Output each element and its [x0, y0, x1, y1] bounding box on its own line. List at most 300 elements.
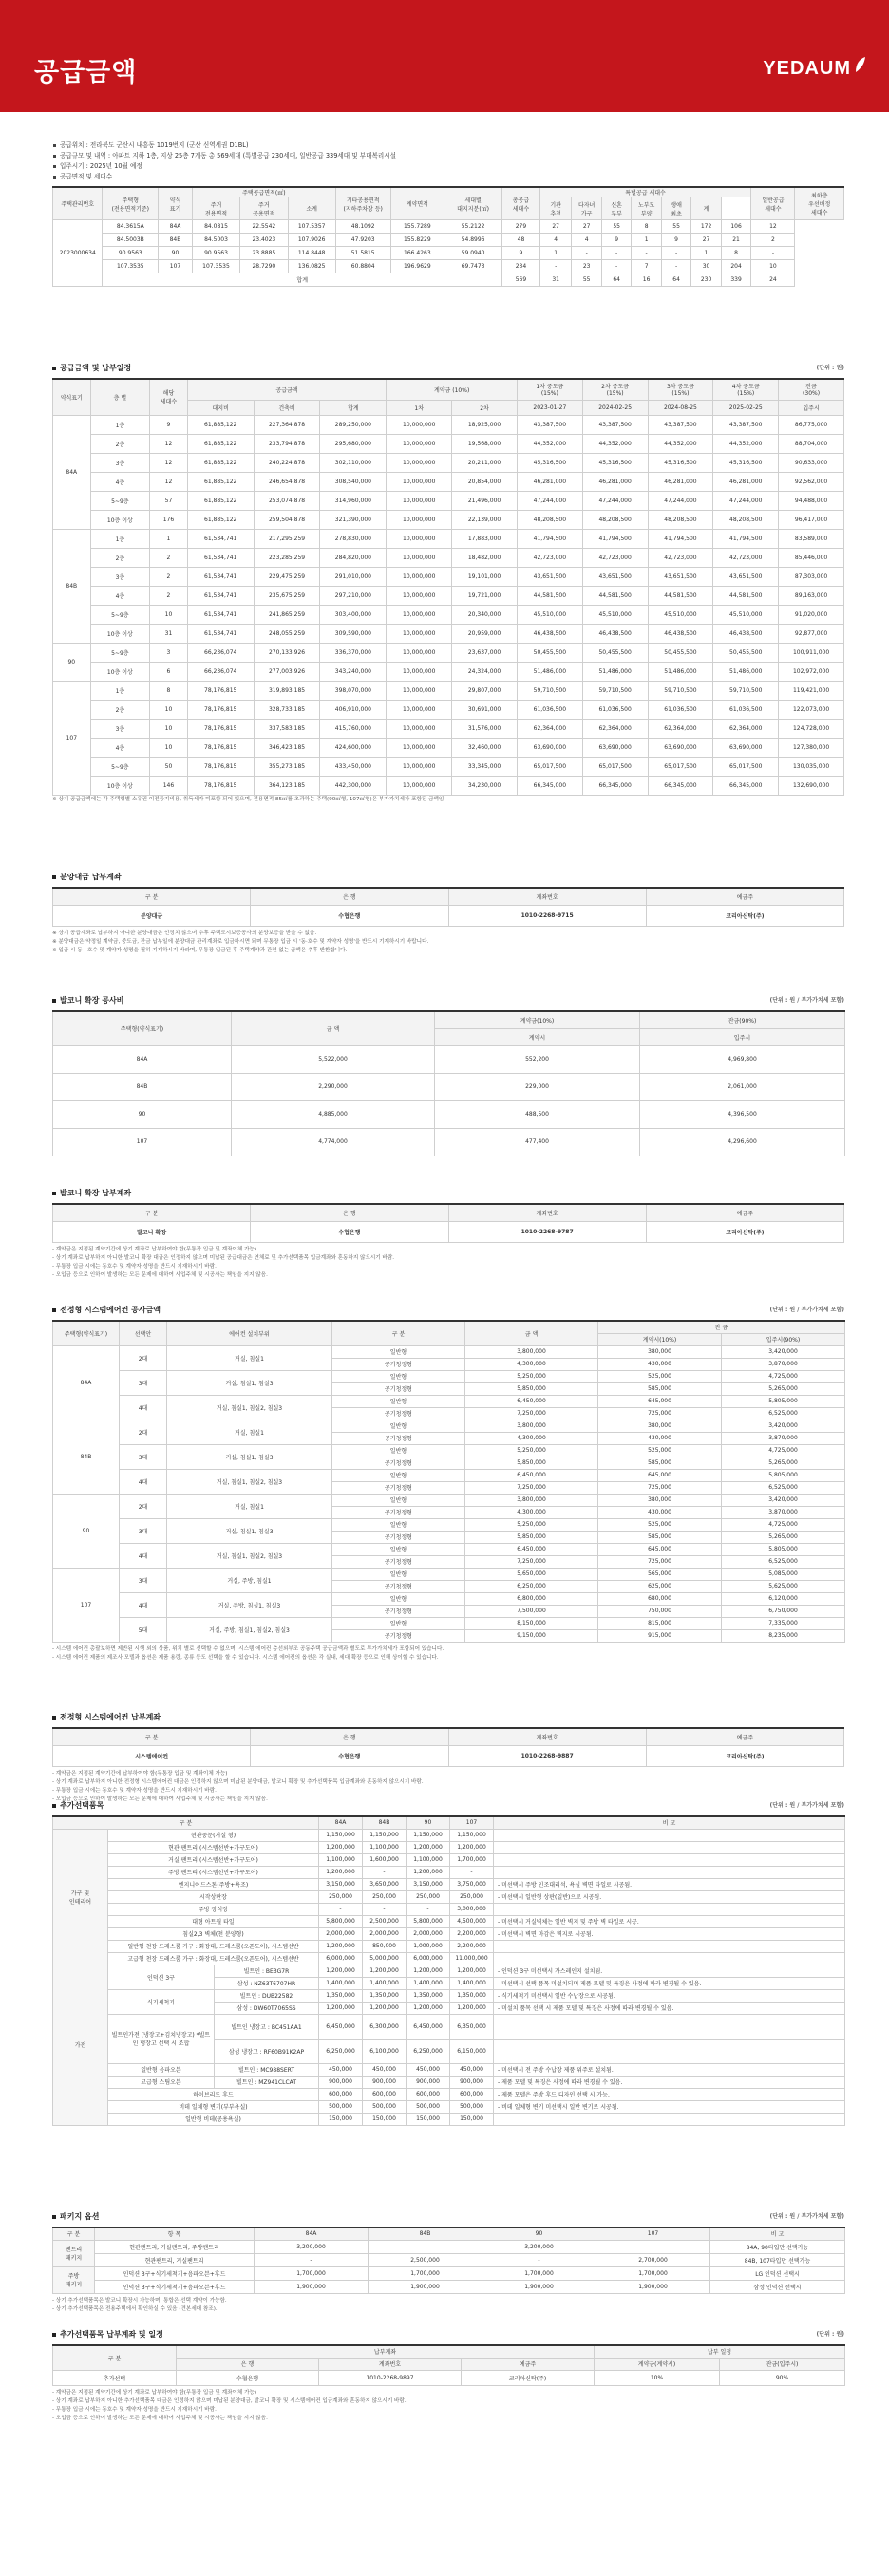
table-cell: 4,885,000: [232, 1100, 435, 1128]
table-cell: 346,423,185: [254, 738, 320, 757]
table-cell: -: [751, 247, 795, 260]
table-cell: 84A: [53, 1345, 120, 1420]
table-cell: [494, 1853, 845, 1866]
table-cell: 19,101,000: [452, 567, 518, 586]
table-cell: 4층: [90, 472, 150, 491]
table-cell: 1,200,000: [450, 1965, 494, 1977]
table-cell: 33,345,000: [452, 757, 518, 776]
table-cell: 빌트인 냉장고 : BC451AA1: [215, 2014, 319, 2039]
table-cell: 45,510,000: [582, 605, 648, 624]
table-cell: 팬트리 패키지: [53, 2240, 95, 2266]
table-cell: 가구 및 인테리어: [53, 1829, 108, 1965]
table-cell: 9: [150, 415, 188, 434]
table-cell: 500,000: [363, 2100, 407, 2113]
table-cell: 분양대금: [53, 905, 251, 926]
table-cell: 7,500,000: [465, 1605, 598, 1617]
table-cell: 29,807,000: [452, 681, 518, 700]
table-cell: 380,000: [598, 1420, 722, 1432]
table-cell: 6: [150, 662, 188, 681]
table-cell: 90: [482, 2228, 596, 2240]
table-cell: 1,150,000: [319, 1829, 363, 1841]
section-heading: 추가선택품목 납부계좌 및 일정 (단위 : 원): [52, 2329, 844, 2341]
table-cell: 10,000,000: [387, 757, 452, 776]
table-cell: 55: [661, 220, 690, 234]
table-cell: 8: [150, 681, 188, 700]
table-cell: 84.5003: [192, 234, 239, 247]
table-cell: 10,000,000: [387, 776, 452, 795]
table-cell: 46,438,500: [713, 624, 779, 643]
table-cell: 구 분: [53, 1816, 319, 1829]
table-cell: 321,390,000: [320, 510, 387, 529]
table-cell: 87,303,000: [779, 567, 844, 586]
table-cell: 침실2,3 벽체(천 분양형): [108, 1927, 319, 1940]
table-cell: 66,345,000: [713, 776, 779, 795]
table-cell: 314,960,000: [320, 491, 387, 510]
table-cell: 450,000: [363, 2063, 407, 2076]
table-cell: 20,959,000: [452, 624, 518, 643]
table-cell: 50,455,500: [713, 643, 779, 662]
table-cell: 20,340,000: [452, 605, 518, 624]
unit-label: (단위 : 원 / 부가가치세 포함): [769, 997, 844, 1004]
table-cell: 31: [539, 273, 572, 287]
section-heading: 추가선택품목 (단위 : 원 / 부가가치세 포함): [52, 1800, 844, 1812]
table-cell: 계약시: [435, 1028, 640, 1045]
table-cell: 공기청정형: [332, 1481, 465, 1494]
unit-label: (단위 : 원): [816, 365, 844, 371]
option-account-table: [52, 2344, 845, 2386]
table-cell: 10,000,000: [387, 719, 452, 738]
table-cell: 44,581,500: [517, 586, 582, 605]
table-cell: 241,865,259: [254, 605, 320, 624]
table-cell: 48.1092: [335, 220, 390, 234]
table-cell: 1,100,000: [319, 1853, 363, 1866]
table-cell: 21,496,000: [452, 491, 518, 510]
price-row: [53, 529, 844, 548]
table-cell: 43,651,500: [517, 567, 582, 586]
table-cell: 3대: [120, 1444, 167, 1469]
table-cell: 90.9563: [192, 247, 239, 260]
table-cell: 124,728,000: [779, 719, 844, 738]
table-cell: 2: [751, 234, 795, 247]
table-cell: 6,120,000: [722, 1592, 845, 1605]
table-cell: 현관팬트리, 거실팬트리: [95, 2253, 255, 2266]
table-cell: 9: [601, 234, 631, 247]
table-cell: 예금주: [646, 1728, 843, 1745]
unit-label: (단위 : 원 / 부가가치세 포함): [769, 2213, 844, 2220]
table-cell: 750,000: [598, 1605, 722, 1617]
table-cell: 66,345,000: [517, 776, 582, 795]
table-cell: 4,725,000: [722, 1518, 845, 1531]
table-cell: 45,316,500: [517, 453, 582, 472]
table-cell: 3대: [120, 1518, 167, 1543]
option-account-section: [52, 2329, 844, 2423]
table-cell: 구 분: [53, 888, 251, 905]
table-cell: 6,150,000: [450, 2039, 494, 2063]
table-cell: 1,150,000: [450, 1829, 494, 1841]
table-cell: 10,000,000: [387, 415, 452, 434]
table-cell: 51,486,000: [648, 662, 713, 681]
table-cell: 90: [407, 1816, 450, 1829]
table-cell: 46,281,000: [713, 472, 779, 491]
table-cell: 229,000: [435, 1073, 640, 1100]
table-cell: 89,163,000: [779, 586, 844, 605]
price-row: [53, 776, 844, 795]
table-cell: 233,794,878: [254, 434, 320, 453]
table-cell: 41,794,500: [648, 529, 713, 548]
table-cell: 1,200,000: [407, 1965, 450, 1977]
table-cell: 현관 팬트리 (시스템선반+가구도어): [108, 1841, 319, 1853]
table-cell: 380,000: [598, 1494, 722, 1506]
table-cell: 3,420,000: [722, 1345, 845, 1358]
table-cell: 84B: [53, 529, 91, 643]
table-cell: 23: [572, 260, 601, 273]
table-cell: 132,690,000: [779, 776, 844, 795]
table-cell: 코리아신탁(주): [646, 905, 843, 926]
table-cell: 61,036,500: [582, 700, 648, 719]
table-cell: 1010-2268-9787: [448, 1221, 646, 1242]
table-cell: -: [572, 247, 601, 260]
table-cell: 59,710,500: [713, 681, 779, 700]
table-cell: 4: [539, 234, 572, 247]
table-cell: 1,900,000: [482, 2280, 596, 2293]
table-cell: 343,240,000: [320, 662, 387, 681]
table-cell: 2차 중도금 (15%): [582, 379, 648, 400]
price-schedule-section: [52, 363, 844, 804]
table-cell: 4대: [120, 1395, 167, 1420]
table-cell: 계: [691, 197, 721, 220]
table-cell: 4,725,000: [722, 1444, 845, 1457]
overview-bullet: 입주시기 : 2025년 10월 예정: [52, 161, 844, 172]
table-cell: 삼성 냉장고 : RF60B91K2AP: [215, 2039, 319, 2063]
table-cell: 585,000: [598, 1457, 722, 1469]
table-cell: 7,335,000: [722, 1617, 845, 1629]
table-cell: - 인덕션 3구 미선택시 가스레인지 설치됨.: [494, 1965, 845, 1977]
table-cell: 22,139,000: [452, 510, 518, 529]
table-cell: 204: [721, 260, 751, 273]
table-cell: 5~9층: [90, 491, 150, 510]
table-cell: 48,208,500: [713, 510, 779, 529]
table-cell: [494, 2014, 845, 2039]
table-cell: 10,000,000: [387, 643, 452, 662]
table-cell: 거실, 침실1: [167, 1420, 332, 1444]
table-cell: 150,000: [450, 2113, 494, 2125]
table-cell: 1: [539, 247, 572, 260]
table-cell: 1,100,000: [407, 1853, 450, 1866]
table-cell: 63,690,000: [582, 738, 648, 757]
table-cell: 소계: [288, 197, 335, 220]
table-cell: 43,651,500: [582, 567, 648, 586]
price-row: [53, 415, 844, 434]
table-cell: 84B: [369, 2228, 482, 2240]
table-cell: 4,296,600: [640, 1128, 845, 1156]
note-line: - 무통장 입금 시에는 동호수 및 계약자 성명을 반드시 기재하시기 바람.: [52, 2406, 217, 2413]
table-cell: 2층: [90, 700, 150, 719]
table-cell: 빌트인 : MC988SERT: [215, 2063, 319, 2076]
table-cell: 23.8885: [240, 247, 288, 260]
table-cell: 339: [721, 273, 751, 287]
table-cell: 일반형 비데(공용욕실): [108, 2113, 319, 2125]
table-cell: 2대: [120, 1345, 167, 1370]
table-cell: 42,723,000: [517, 548, 582, 567]
table-cell: 일반형 음파오븐: [108, 2063, 215, 2076]
table-cell: 51,486,000: [713, 662, 779, 681]
table-cell: 136.0825: [288, 260, 335, 273]
table-cell: 공기청정형: [332, 1531, 465, 1543]
table-cell: 645,000: [598, 1469, 722, 1481]
table-cell: 생애 최초: [661, 197, 690, 220]
table-cell: 10,000,000: [387, 453, 452, 472]
table-cell: 6,525,000: [722, 1407, 845, 1420]
table-cell: 일반형: [332, 1543, 465, 1555]
table-cell: LG 인덕션 선택시: [710, 2266, 845, 2280]
table-cell: 1,200,000: [319, 2002, 363, 2014]
table-cell: 코리아신탁(주): [646, 1221, 843, 1242]
table-cell: 계약금(10%): [435, 1011, 640, 1028]
table-cell: 공기청정형: [332, 1457, 465, 1469]
table-cell: 구 분: [332, 1321, 465, 1345]
table-cell: 일반형: [332, 1592, 465, 1605]
table-cell: 3,420,000: [722, 1494, 845, 1506]
table-cell: 10,000,000: [387, 624, 452, 643]
table-cell: 5~9층: [90, 643, 150, 662]
table-cell: 166.4263: [390, 247, 444, 260]
table-cell: 예금주: [646, 1204, 843, 1221]
table-cell: 84.3615A: [103, 220, 159, 234]
table-cell: 1,200,000: [319, 1841, 363, 1853]
table-cell: -: [255, 2253, 369, 2266]
table-cell: 5,850,000: [465, 1382, 598, 1395]
table-cell: 1층: [90, 529, 150, 548]
table-cell: 7,250,000: [465, 1407, 598, 1420]
table-cell: 2: [150, 548, 188, 567]
table-cell: 현관중문(거실 형): [108, 1829, 319, 1841]
table-cell: 일반형: [332, 1345, 465, 1358]
table-cell: 5,250,000: [465, 1370, 598, 1382]
page-header: [0, 0, 889, 112]
table-cell: 107: [53, 1568, 120, 1642]
table-cell: 10,000,000: [387, 491, 452, 510]
table-cell: 55: [601, 220, 631, 234]
table-cell: 84A: [255, 2228, 369, 2240]
table-cell: -: [407, 1903, 450, 1915]
price-row: [53, 662, 844, 681]
table-cell: 주택관리번호: [53, 187, 103, 220]
table-cell: 398,070,000: [320, 681, 387, 700]
table-cell: 약식 표기: [159, 187, 193, 220]
table-cell: 1,200,000: [363, 2002, 407, 2014]
table-cell: 78,176,815: [187, 738, 254, 757]
table-cell: 55: [572, 273, 601, 287]
table-cell: 430,000: [598, 1358, 722, 1370]
table-cell: 47,244,000: [517, 491, 582, 510]
table-cell: [494, 1866, 845, 1878]
table-cell: 20,854,000: [452, 472, 518, 491]
table-cell: 92,562,000: [779, 472, 844, 491]
table-cell: 146: [150, 776, 188, 795]
table-cell: 1010-2268-9897: [319, 2370, 462, 2385]
table-cell: 45,510,000: [517, 605, 582, 624]
table-cell: 61,885,122: [187, 510, 254, 529]
table-cell: 3대: [120, 1568, 167, 1592]
table-cell: 계좌번호: [448, 888, 646, 905]
table-cell: 102,972,000: [779, 662, 844, 681]
sale-account-section: [52, 872, 844, 955]
table-cell: 250,000: [407, 1890, 450, 1903]
table-cell: 공기청정형: [332, 1382, 465, 1395]
table-cell: 6,250,000: [319, 2039, 363, 2063]
table-cell: - 미선택시 전 주방 수납장 제품 위주로 설치됨.: [494, 2063, 845, 2076]
area-table: [52, 186, 844, 287]
table-cell: 주거 공용면적: [240, 197, 288, 220]
table-cell: 코리아신탁(주): [646, 1745, 843, 1766]
table-cell: 5,522,000: [232, 1045, 435, 1073]
table-cell: 8: [721, 247, 751, 260]
table-cell: 54.8996: [444, 234, 502, 247]
section-heading: 전정형 시스템에어컨 납부계좌: [52, 1712, 844, 1723]
table-cell: 48,208,500: [648, 510, 713, 529]
table-cell: 31: [150, 624, 188, 643]
table-cell: 1,000,000: [407, 1940, 450, 1952]
table-cell: 246,654,878: [254, 472, 320, 491]
table-cell: 600,000: [407, 2088, 450, 2100]
table-cell: 1,200,000: [319, 1866, 363, 1878]
table-cell: 46,438,500: [648, 624, 713, 643]
table-cell: 107: [53, 681, 91, 795]
table-cell: 20,211,000: [452, 453, 518, 472]
table-cell: 600,000: [363, 2088, 407, 2100]
table-cell: 5,625,000: [722, 1580, 845, 1592]
table-cell: 915,000: [598, 1629, 722, 1642]
table-cell: 건축비: [254, 400, 320, 415]
table-cell: 1,200,000: [407, 1866, 450, 1878]
table-cell: 380,000: [598, 1345, 722, 1358]
table-cell: 4,500,000: [450, 1915, 494, 1927]
table-cell: 1,900,000: [596, 2280, 710, 2293]
note-line: - 오입금 등으로 인하여 발생하는 모든 문제에 대하여 사업주체 및 시공사는 책임을 지지 않음.: [52, 1271, 268, 1278]
table-cell: 공기청정형: [332, 1605, 465, 1617]
section-heading: 발코니 확장 납부계좌: [52, 1188, 844, 1199]
table-cell: 5대: [120, 1617, 167, 1642]
table-cell: 10,000,000: [387, 681, 452, 700]
table-cell: -: [596, 2240, 710, 2253]
price-row: [53, 738, 844, 757]
table-cell: 248,055,259: [254, 624, 320, 643]
table-cell: 3,150,000: [319, 1878, 363, 1890]
table-cell: - 미설치 품목 선택 시 제품 모델 및 특징은 사정에 따라 변경될 수 있음.: [494, 2002, 845, 2014]
table-cell: 270,133,926: [254, 643, 320, 662]
price-row: [53, 491, 844, 510]
table-cell: 172: [691, 220, 721, 234]
table-cell: 특별공급 세대수: [539, 187, 750, 197]
table-cell: 645,000: [598, 1543, 722, 1555]
table-cell: 319,893,185: [254, 681, 320, 700]
table-cell: 44,581,500: [648, 586, 713, 605]
table-cell: 층 별: [90, 379, 150, 415]
table-cell: 234: [502, 260, 540, 273]
table-cell: 337,583,185: [254, 719, 320, 738]
table-cell: 569: [502, 273, 540, 287]
table-cell: 3,200,000: [255, 2240, 369, 2253]
page-title: 공급금액: [34, 58, 138, 87]
table-cell: 500,000: [450, 2100, 494, 2113]
table-cell: 850,000: [363, 1940, 407, 1952]
table-cell: 1,700,000: [450, 1853, 494, 1866]
table-cell: 6,750,000: [722, 1605, 845, 1617]
table-cell: 일반형: [332, 1370, 465, 1382]
table-cell: 은 행: [251, 1204, 448, 1221]
price-row: [53, 624, 844, 643]
table-cell: 현관팬트리, 거실팬트리, 주방팬트리: [95, 2240, 255, 2253]
table-cell: 계약금(계약시): [595, 2358, 720, 2370]
table-cell: 552,200: [435, 1045, 640, 1073]
table-cell: 155.7289: [390, 220, 444, 234]
table-cell: 잔 금: [598, 1321, 845, 1333]
table-cell: 45,316,500: [648, 453, 713, 472]
table-cell: - 미선택시 선택 품목 미설치되며 제품 모델 및 특징은 사정에 따라 변경될 수 있음.: [494, 1977, 845, 1989]
table-cell: 10: [150, 700, 188, 719]
table-cell: [494, 1952, 845, 1965]
table-cell: 5,800,000: [319, 1915, 363, 1927]
table-cell: 291,010,000: [320, 567, 387, 586]
table-cell: 50,455,500: [517, 643, 582, 662]
table-cell: 42,723,000: [582, 548, 648, 567]
table-cell: 3: [150, 643, 188, 662]
table-cell: 69.7473: [444, 260, 502, 273]
table-cell: -: [369, 2240, 482, 2253]
table-cell: 6,800,000: [465, 1592, 598, 1605]
table-cell: 5,250,000: [465, 1444, 598, 1457]
table-cell: 10,000,000: [387, 700, 452, 719]
table-cell: 금 액: [232, 1011, 435, 1045]
note-line: - 상기 추가선택품목은 발코니 확장시 가능하며, 통합은 선택 계약이 가능함.: [52, 2297, 227, 2303]
table-cell: 900,000: [319, 2076, 363, 2088]
table-cell: 47,244,000: [582, 491, 648, 510]
table-cell: 284,820,000: [320, 548, 387, 567]
table-cell: [494, 2039, 845, 2063]
table-cell: 12: [150, 453, 188, 472]
table-cell: 합계: [320, 400, 387, 415]
table-cell: 5,850,000: [465, 1531, 598, 1543]
table-cell: 공급금액: [187, 379, 387, 400]
table-cell: 525,000: [598, 1518, 722, 1531]
table-cell: 50,455,500: [582, 643, 648, 662]
unit-label: (단위 : 원 / 부가가치세 포함): [769, 1802, 844, 1809]
table-cell: 107.5357: [288, 220, 335, 234]
table-cell: 78,176,815: [187, 700, 254, 719]
table-cell: 19,721,000: [452, 586, 518, 605]
table-cell: 235,675,259: [254, 586, 320, 605]
table-cell: 106: [721, 220, 751, 234]
options-table: [52, 1815, 845, 2126]
table-cell: 18,482,000: [452, 548, 518, 567]
table-cell: 259,504,878: [254, 510, 320, 529]
table-cell: 50,455,500: [648, 643, 713, 662]
table-cell: 거실, 주방, 침실1, 침실2, 침실3: [167, 1617, 332, 1642]
table-cell: 10,000,000: [387, 567, 452, 586]
table-cell: 6,525,000: [722, 1481, 845, 1494]
table-cell: 18,925,000: [452, 415, 518, 434]
notes-block: [52, 930, 844, 955]
total-row: [53, 273, 844, 287]
table-cell: 수협은행: [251, 1221, 448, 1242]
table-cell: 1차 중도금 (15%): [517, 379, 582, 400]
table-cell: 인덕션 3구: [108, 1965, 215, 1989]
table-cell: 60.8804: [335, 260, 390, 273]
table-cell: 1,200,000: [450, 2002, 494, 2014]
table-cell: 84A, 90타입만 선택가능: [710, 2240, 845, 2253]
table-cell: 2: [150, 567, 188, 586]
table-row: [53, 220, 844, 234]
